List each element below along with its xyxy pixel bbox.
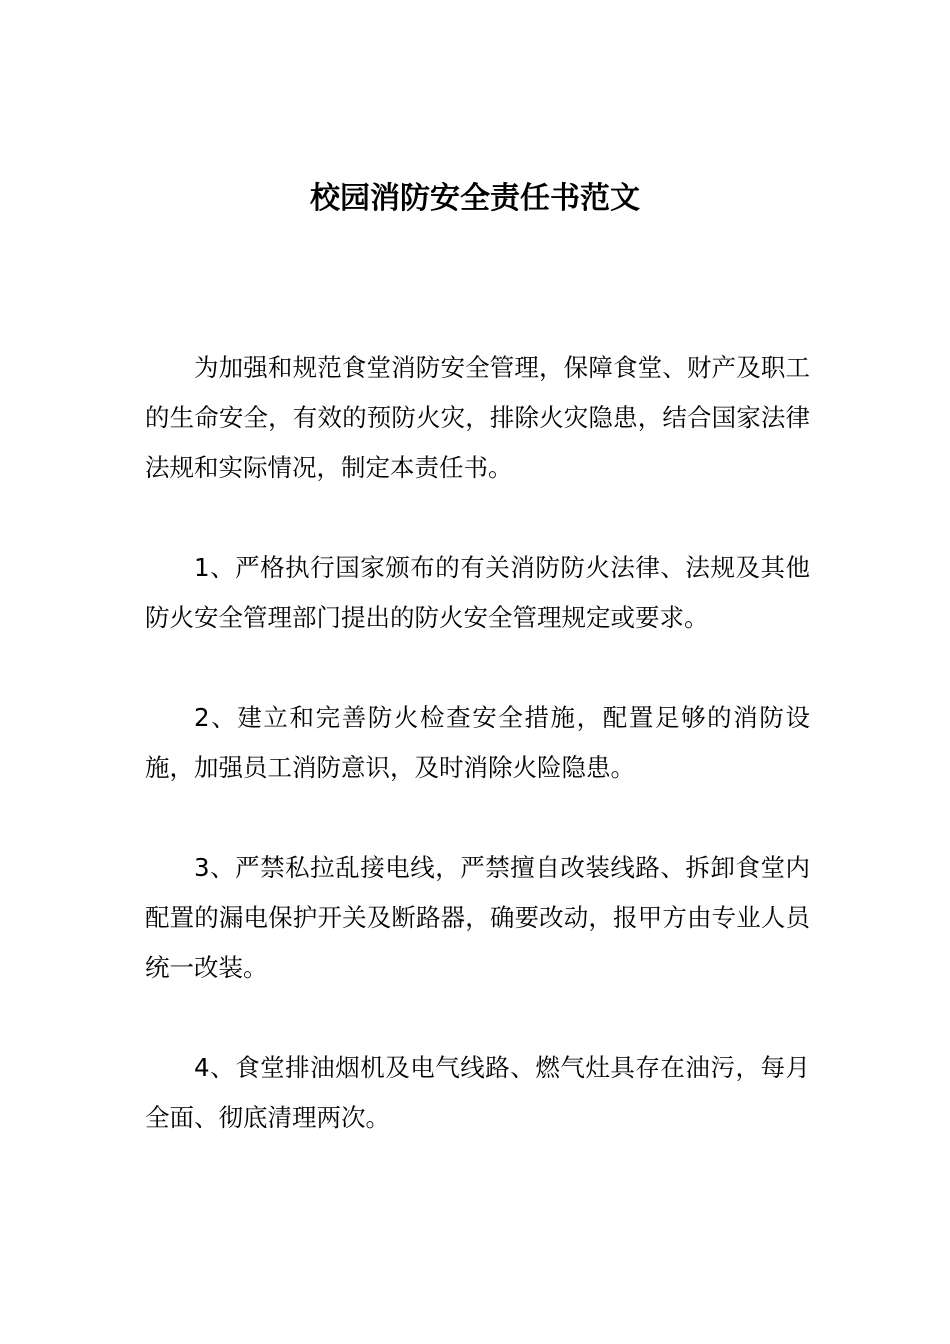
- clause-2-paragraph: 2、建立和完善防火检查安全措施，配置足够的消防设施，加强员工消防意识，及时消除火险隐患。: [145, 703, 810, 782]
- clause-1-paragraph: 1、严格执行国家颁布的有关消防防火法律、法规及其他防火安全管理部门提出的防火安全管理规定或要求。: [145, 553, 810, 632]
- document-title: 校园消防安全责任书范文: [310, 181, 640, 217]
- clause-4-paragraph: 4、食堂排油烟机及电气线路、燃气灶具存在油污，每月全面、彻底清理两次。: [145, 1053, 810, 1132]
- intro-paragraph: 为加强和规范食堂消防安全管理，保障食堂、财产及职工的生命安全，有效的预防火灾，排除火灾隐患，结合国家法律法规和实际情况，制定本责任书。: [145, 353, 810, 482]
- clause-3-paragraph: 3、严禁私拉乱接电线，严禁擅自改装线路、拆卸食堂内配置的漏电保护开关及断路器，确要改动，报甲方由专业人员统一改装。: [145, 853, 810, 982]
